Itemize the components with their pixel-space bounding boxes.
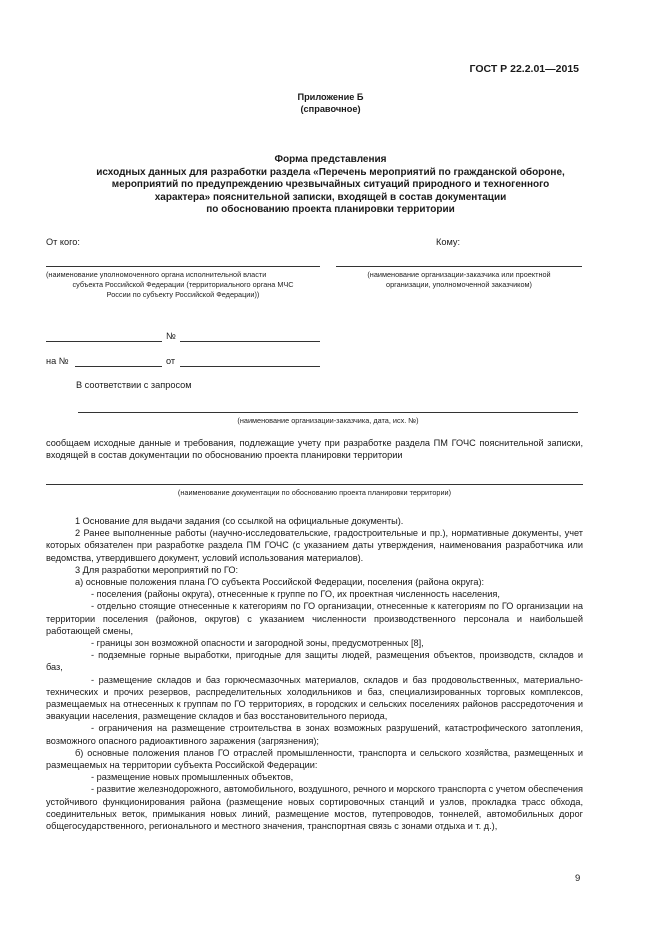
- to-caption-line: организации, уполномоченной заказчиком): [386, 280, 532, 289]
- from-caption-line: России по субъекту Российской Федерации)): [106, 290, 260, 299]
- body-list-item: - поселения (районы округа), отнесенные к группе по ГО, их проектная численность населения,: [91, 589, 500, 600]
- to-field-line: [336, 266, 582, 267]
- on-number-label: на №: [46, 356, 69, 366]
- form-title-line: Форма представления: [274, 154, 387, 165]
- issue-date-line: [46, 341, 162, 342]
- to-caption: [336, 270, 582, 290]
- from-label: От кого:: [46, 237, 80, 247]
- body-list-item: - отдельно стоящие отнесенные к категориям по ГО организации, отнесенные к категориям по ГО организации на территории поселения (районов, округов) с указанием численности производственного персонала и наибольшей работающей смены,: [46, 601, 583, 636]
- date-from-field-line: [180, 366, 320, 367]
- document-caption: (наименование документации по обоснованию проекта планировки территории): [177, 488, 452, 497]
- body-list-item: - размещение новых промышленных объектов,: [91, 772, 294, 783]
- body-list-item: - развитие железнодорожного, автомобильного, воздушного, речного и морского транспорта с учетом обеспечения устойчивого функционирования района (размещение новых сортировочных станций и узлов, прокладка трасс обхода, соединительных веток, примыкания новых линий, размещение мостов, путепроводов, тоннелей, автомобильных дорог общегосударственного, регионального и местного значения, транспортная связь с зонами отдыха и т. д.),: [46, 784, 583, 832]
- body-paragraph: а) основные положения плана ГО субъекта Российской Федерации, поселения (района округа):: [75, 577, 485, 588]
- standard-number: ГОСТ Р 22.2.01—2015: [469, 63, 579, 75]
- body-paragraph: 1 Основание для выдачи задания (со ссылкой на официальные документы).: [75, 516, 404, 526]
- from-caption-line: субъекта Российской Федерации (территориального органа МЧС: [72, 280, 294, 289]
- date-from-label: от: [166, 356, 176, 366]
- report-paragraph: сообщаем исходные данные и требования, подлежащие учету при разработке раздела ПМ ГОЧС пояснительной записки, входящей в состав документации по обоснованию проекта планировки территории: [46, 438, 583, 461]
- body-list-item: - размещение складов и баз горючесмазочных материалов, складов и баз продовольственных, материально-технических и прочих резервов, распределительных холодильников и баз, специализированных торговых комплексов, размещаемых на отнесенных к группам по ГО территориях, в городских и сельских поселениях районов рассредоточения и эвакуации населения, размещение складов и баз восстановительного периода,: [46, 674, 583, 722]
- request-caption: (наименование организации-заказчика, дата, исх. №): [237, 416, 419, 425]
- request-text: В соответствии с запросом: [76, 380, 192, 390]
- appendix-title: Приложение Б: [297, 92, 364, 102]
- from-caption-line: (наименование уполномоченного органа исполнительной власти: [46, 270, 267, 279]
- form-title-line: мероприятий по предупреждению чрезвычайных ситуаций природного и техногенного: [111, 179, 550, 191]
- body-list-item: - ограничения на размещение строительства в зонах возможных разрушений, катастрофического затопления, возможного опасного радиоактивного заражения (загрязнения);: [46, 723, 583, 746]
- form-title-line: по обоснованию проекта планировки территории: [206, 204, 455, 216]
- from-caption: [46, 270, 320, 300]
- body-paragraph: б) основные положения планов ГО отраслей промышленности, транспорта и сельского хозяйства, размещенных и размещаемых на территории субъекта Российской Федерации:: [46, 747, 583, 771]
- document-field-line: [46, 484, 583, 485]
- from-field-line: [46, 266, 320, 267]
- request-field-line: [78, 412, 578, 413]
- number-label: №: [166, 331, 176, 341]
- page-number: 9: [575, 873, 581, 884]
- body-text: [46, 515, 583, 832]
- form-title-line: характера» пояснительной записки, входящей в состав документации: [154, 191, 507, 203]
- appendix-note: (справочное): [300, 104, 361, 114]
- body-list-item: - границы зон возможной опасности и загородной зоны, предусмотренных [8],: [91, 638, 424, 649]
- form-title: [0, 154, 661, 217]
- number-field-line: [180, 341, 320, 342]
- body-list-item: - подземные горные выработки, пригодные для защиты людей, размещения объектов, производств, складов и баз,: [46, 650, 583, 673]
- to-label: Кому:: [436, 237, 461, 247]
- body-paragraph: 3 Для разработки мероприятий по ГО:: [75, 564, 239, 575]
- on-number-field-line: [75, 366, 162, 367]
- body-paragraph: 2 Ранее выполненные работы (научно-исследовательские, градостроительные и пр.), нормативные документы, учет которых обязателен при разработке раздела ПМ ГОЧС (с указанием даты утверждения, наименования разработчика или ведомства, утвердившего документ, условий использования материалов).: [46, 528, 583, 563]
- to-caption-line: (наименование организации-заказчика или проектной: [367, 270, 551, 279]
- form-title-line: исходных данных для разработки раздела «Перечень мероприятий по гражданской обороне,: [96, 166, 565, 178]
- report-text: [46, 437, 583, 461]
